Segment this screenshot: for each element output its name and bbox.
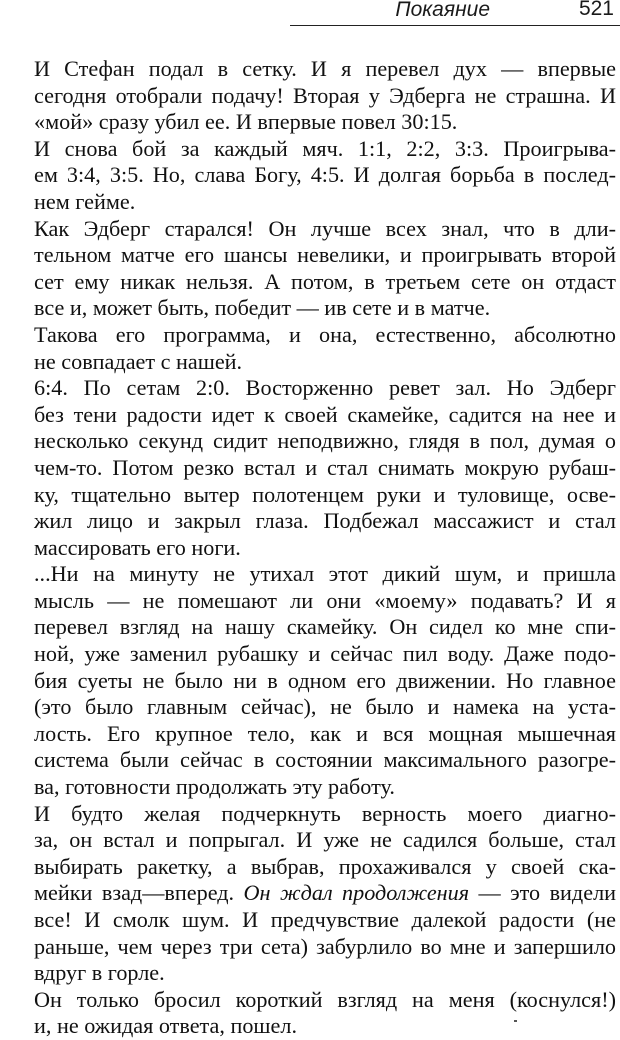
paragraph (34, 322, 616, 375)
text-line: ной, уже заменил рубашку и сейчас пил воду. Даже подо- (34, 641, 616, 667)
chapter-title: Покаяние (395, 0, 490, 21)
text-line: ...Ни на минуту не утихал этот дикий шум, и пришла (34, 561, 616, 587)
text-line: выбирать ракетку, а выбрав, прохаживался у своей ска- (34, 853, 616, 879)
paragraph (34, 987, 616, 1040)
paragraph (34, 136, 616, 216)
italic-phrase: Он ждал продолжения (243, 880, 470, 906)
text-segment: — это видели (469, 880, 617, 906)
text-line: за, он встал и попрыгал. И уже не садился больше, стал (34, 827, 616, 853)
text-line: перевел взгляд на нашу скамейку. Он сидел ко мне спи- (34, 614, 616, 640)
text-line: все! И смолк шум. И предчувствие далекой радости (не (34, 907, 616, 932)
paragraph (34, 56, 616, 136)
text-line: лость. Его крупное тело, как и вся мощная мышечная (34, 720, 616, 746)
text-line: «мой» сразу убил ее. И впервые повел 30:15. (34, 109, 458, 135)
text-line: жил лицо и закрыл глаза. Подбежал массажист и стал (34, 508, 616, 534)
page-number: 521 (578, 0, 614, 20)
paragraph (34, 801, 616, 987)
text-line: Такова его программа, и она, естественно, абсолютно (34, 321, 616, 347)
paragraph (34, 561, 616, 800)
text-line: 6:4. По сетам 2:0. Восторженно ревет зал. Но Эдберг (34, 375, 616, 401)
paragraph (34, 216, 616, 322)
text-line: ва, готовности продолжать эту работу. (34, 774, 395, 800)
text-line: и, не ожидая ответа, пошел. (34, 1013, 297, 1039)
text-line: Он только бросил короткий взгляд на меня (коснулся!) (34, 986, 616, 1012)
text-line: сет ему никак нельзя. А потом, в третьем сете он отдаст (34, 268, 616, 294)
body-text (34, 56, 616, 1040)
text-line: Как Эдберг старался! Он лучше всех знал, что в дли- (34, 215, 616, 241)
text-line: тельном матче его шансы невелики, и проигрывать второй (34, 242, 616, 268)
text-line: не совпадает с нашей. (34, 348, 243, 374)
paragraph (34, 375, 616, 561)
print-speck (514, 1020, 517, 1022)
text-line: мысль — не помешают ли они «моему» подавать? И я (34, 587, 616, 613)
text-line: все и, может быть, победит — ив сете и в матче. (34, 295, 491, 321)
text-line: система были сейчас в состоянии максимального разогре- (34, 747, 616, 773)
text-line-with-italic (34, 880, 616, 907)
text-line: ку, тщательно вытер полотенцем руки и туловище, осве- (34, 481, 616, 507)
text-line: ем 3:4, 3:5. Но, слава Богу, 4:5. И долгая борьба в послед- (34, 162, 616, 188)
text-segment: мейки взад—вперед. (34, 880, 235, 906)
header-rule (290, 25, 620, 26)
text-line: сегодня отобрали подачу! Вторая у Эдберга не страшна. И (34, 82, 616, 108)
text-line: нем гейме. (34, 188, 136, 214)
text-line: несколько секунд сидит неподвижно, глядя в пол, думая о (34, 428, 616, 454)
text-line: массировать его ноги. (34, 534, 241, 560)
text-line: чем-то. Потом резко встал и стал снимать мокрую рубаш- (34, 454, 616, 480)
text-line: раньше, чем через три сета) забурлило во мне и запершило (34, 933, 616, 959)
text-line: без тени радости идет к своей скамейке, садится на нее и (34, 401, 616, 427)
text-line: бия суеты не было ни в одном его движении. Но главное (34, 667, 616, 693)
text-line: И будто желая подчеркнуть верность моего диагно- (34, 800, 616, 826)
text-line: (это было главным сейчас), не было и намека на уста- (34, 694, 616, 720)
running-header (290, 0, 620, 28)
text-line: И Стефан подал в сетку. И я перевел дух — впервые (34, 56, 616, 81)
text-line: И снова бой за каждый мяч. 1:1, 2:2, 3:3. Проигрыва- (34, 135, 616, 161)
text-line: вдруг в горле. (34, 960, 165, 986)
